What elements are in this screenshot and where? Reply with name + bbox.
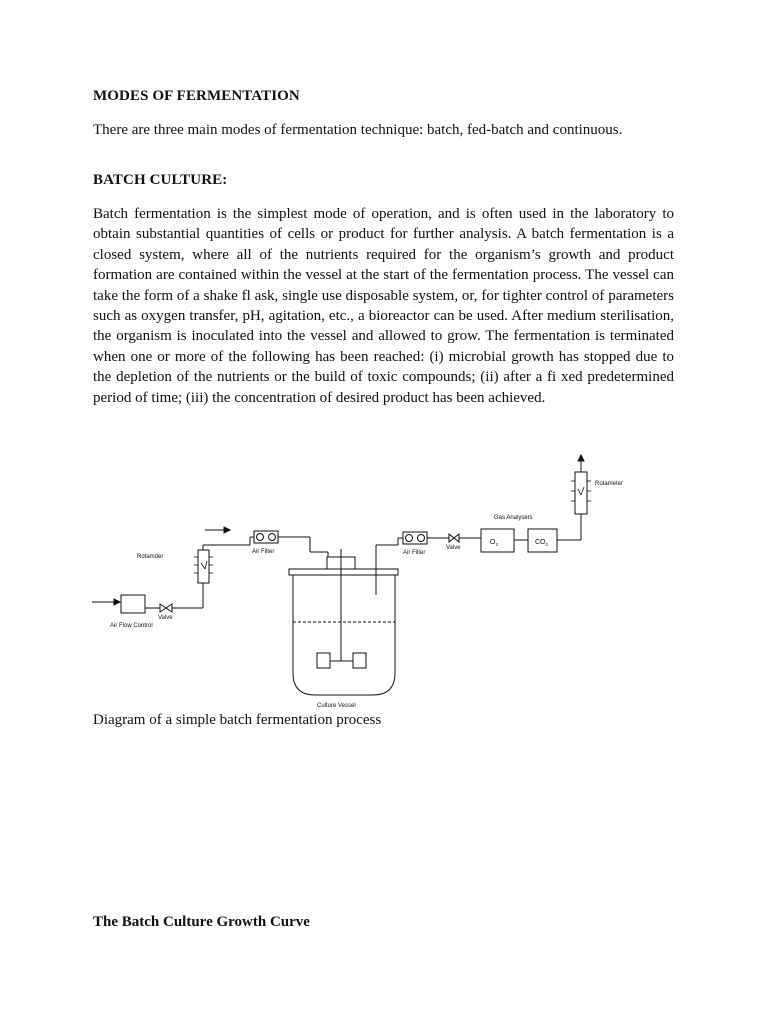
air-filter-inlet-box: [254, 531, 278, 543]
air-flow-control-box: [121, 595, 145, 613]
batch-culture-paragraph: Batch fermentation is the simplest mode of operation, and is often used in the laboratory to obtain substantial quantities of cells or product for further analysis. A batch fermentation is a closed system, where all of the nutrients required for the organism’s growth and product formation are contained within the vessel at the start of the fermentation process. The vessel can take the form of a shake fl ask, single use disposable system, or, for tighter control of parameters such as oxygen transfer, pH, agitation, etc., a bioreactor can be used. After medium sterilisation, the organism is inoculated into the vessel and allowed to grow. The fermentation is terminated when one or more of the following has been reached: (i) microbial growth has stopped due to the depletion of the nutrients or the build of toxic compounds; (ii) after a fi xed predetermined period of time; (iii) the concentration of desired product has been achieved.: [93, 206, 674, 406]
vessel-lid: [289, 569, 398, 575]
label-air-flow-control: Air Flow Control: [110, 623, 153, 629]
valve-outlet-symbol: [449, 534, 459, 542]
label-valve-inlet: Valve: [158, 615, 173, 621]
air-filter-outlet-box: [403, 532, 427, 544]
culture-vessel-body: [293, 575, 395, 695]
label-culture-vessel: Culture Vessel: [317, 703, 356, 709]
label-co2: $CO_2$: [535, 539, 549, 547]
o2-analyser-box: [481, 529, 514, 552]
intro-paragraph: There are three main modes of fermentation technique: batch, fed-batch and continuous.: [93, 122, 623, 138]
heading-modes-of-fermentation: MODES OF FERMENTATION: [93, 88, 300, 104]
diagram-caption: Diagram of a simple batch fermentation process: [93, 712, 382, 728]
inlet-arrowhead: [114, 599, 120, 605]
rotameter-outlet-box: [575, 472, 587, 514]
label-rotameter-outlet: Rotameter: [595, 481, 624, 487]
heading-growth-curve: The Batch Culture Growth Curve: [93, 914, 310, 930]
impeller-blade-left: [317, 653, 330, 668]
rotameter-flow-arrowhead: [224, 527, 230, 533]
label-gas-analysers: Gas Analysers: [494, 515, 533, 521]
impeller-blade-right: [353, 653, 366, 668]
valve-inlet-symbol: [160, 604, 172, 612]
heading-batch-culture: BATCH CULTURE:: [93, 172, 228, 188]
label-rotameter-inlet: Rotamder: [137, 554, 164, 560]
label-air-filter-inlet: Air Filter: [252, 549, 275, 555]
batch-fermentation-diagram: [90, 455, 624, 710]
label-valve-outlet: Valve: [446, 545, 461, 551]
exhaust-arrowhead: [578, 455, 584, 461]
label-o2: $O_2$: [490, 539, 498, 547]
label-air-filter-outlet: Air Filter: [403, 550, 426, 556]
